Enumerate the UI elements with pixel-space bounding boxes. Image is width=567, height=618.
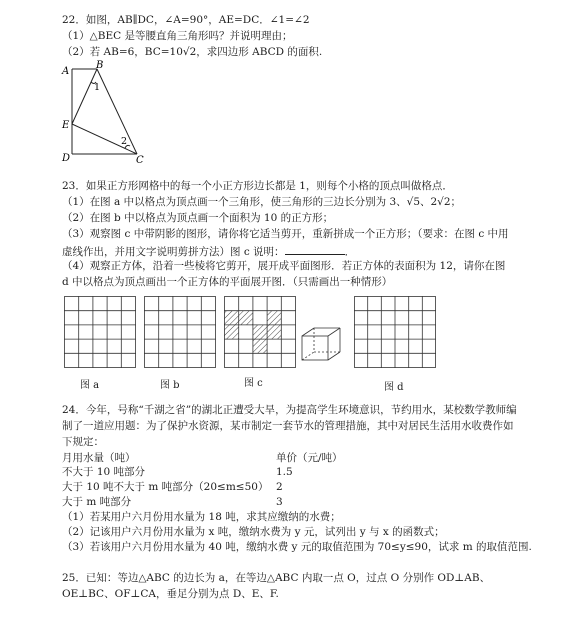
grid-b [144, 296, 216, 368]
table-row-2-price: 2 [276, 481, 283, 493]
label-a: A [62, 66, 70, 77]
table-row-3-range: 大于 m 吨部分 [62, 496, 132, 508]
q24-stem-line2: 制了一道应用题：为了保护水资源，某市制定一套节水的管理措施，其中对居民生活用水收费作如 [62, 420, 514, 432]
table-header-price: 单价（元/吨） [276, 452, 343, 464]
q25-line1: 25．已知：等边△ABC 的边长为 a，在等边△ABC 内取一点 O，过点 O 分别作 OD⊥AB、 [62, 572, 491, 584]
table-header-volume: 月用水量（吨） [62, 452, 136, 464]
q23-part3-text: 虚线作出，并用文字说明剪拼方法）图 c 说明： [62, 246, 285, 258]
angle-2-label: 2 [121, 136, 128, 147]
table-row-1-range: 不大于 10 吨部分 [62, 466, 146, 478]
label-e: E [62, 120, 70, 131]
table-row-2-range: 大于 10 吨不大于 m 吨部分（20≤m≤50） [62, 481, 269, 493]
segment-ec [72, 124, 137, 154]
segment-be [72, 69, 97, 124]
q23-part4-line1: （4）观察正方体，沿着一些棱将它剪开，展开成平面图形．若正方体的表面积为 12，请你在图 [62, 260, 506, 272]
q23-part1: （1）在图 a 中以格点为顶点画一个三角形，使三角形的三边长分别为 3、√5、2√2； [62, 196, 462, 208]
grid-c [224, 296, 296, 368]
cube-figure [300, 326, 344, 362]
q25-line2: OE⊥BC、OF⊥CA，垂足分别为点 D、E、F. [62, 588, 279, 600]
q22-figure [58, 62, 158, 167]
q24-part1: （1）若某用户六月份用水量为 18 吨，求其应缴纳的水费； [62, 511, 341, 523]
grid-d [354, 296, 436, 368]
q23-part2: （2）在图 b 中以格点为顶点画一个面积为 10 的正方形； [62, 212, 334, 224]
q23-stem: 23．如果正方形网格中的每一个小正方形边长都是 1，则每个小格的顶点叫做格点． [62, 180, 453, 192]
q24-part2: （2）记该用户六月份用水量为 x 吨，缴纳水费为 y 元，试列出 y 与 x 的函数式； [62, 526, 445, 538]
q23-part3-end: ． [344, 246, 356, 258]
angle-1-label: 1 [94, 82, 101, 93]
q23-part3-line1: （3）观察图 c 中带阴影的图形，请你将它适当剪开，重新拼成一个正方形；（要求：在图 c 中用 [62, 228, 509, 240]
grid-a [64, 296, 136, 368]
caption-d: 图 d [384, 382, 404, 393]
answer-blank [285, 244, 345, 255]
caption-b: 图 b [160, 380, 180, 391]
q23-part4-line2: d 中以格点为顶点画出一个正方体的平面展开图．（只需画出一种情形） [62, 276, 393, 288]
q22-part1: （1）△BEC 是等腰直角三角形吗？并说明理由； [62, 30, 293, 42]
caption-c: 图 c [244, 378, 263, 389]
label-d: D [62, 153, 71, 164]
q22-part2: （2）若 AB=6，BC=10√2，求四边形 ABCD 的面积. [62, 46, 323, 58]
label-c: C [136, 155, 144, 166]
q24-part3: （3）若该用户六月份用水量为 40 吨，缴纳水费 y 元的取值范围为 70≤y≤90，试求 m 的取值范围. [62, 541, 532, 553]
segment-bc [97, 69, 137, 154]
q24-stem-line3: 下规定： [62, 436, 104, 448]
q23-part3-line2 [62, 244, 355, 259]
table-row-1-price: 1.5 [276, 466, 293, 478]
q24-stem-line1: 24．今年，号称“千湖之省”的湖北正遭受大旱，为提高学生环境意识，节约用水，某校数学教师编 [62, 404, 517, 416]
q22-stem: 22．如图，AB∥DC，∠A=90°，AE=DC．∠1=∠2 [62, 14, 310, 26]
label-b: B [96, 60, 104, 71]
table-row-3-price: 3 [276, 496, 283, 508]
caption-a: 图 a [80, 380, 100, 391]
